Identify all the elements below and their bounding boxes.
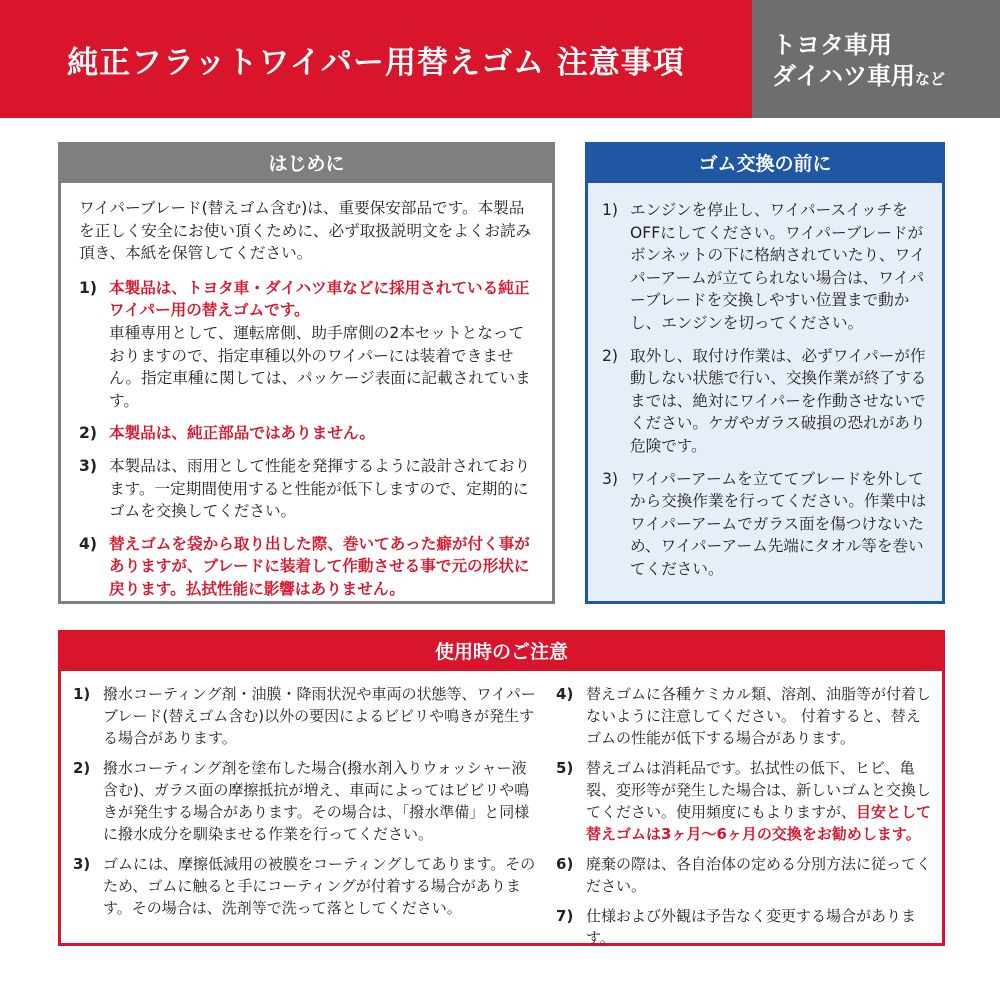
usage-item-6 xyxy=(556,853,932,897)
item-number: 3) xyxy=(73,855,91,873)
usage-right-column xyxy=(556,683,932,957)
intro-heading: はじめに xyxy=(61,145,552,183)
usage-cautions-section xyxy=(58,630,945,946)
before-body xyxy=(588,183,942,581)
intro-body xyxy=(61,183,552,601)
usage-item-5 xyxy=(556,757,932,845)
item-number: 2) xyxy=(602,346,619,365)
item-number: 7) xyxy=(556,907,574,925)
item-number: 4) xyxy=(79,534,97,553)
before-heading: ゴム交換の前に xyxy=(588,145,942,183)
item-detail: 本製品は、雨用として性能を発揮するように設計されております。一定期間使用すると性能が低下しますので、定期的にゴムを交換してください。 xyxy=(109,456,531,521)
item-text: 替えゴムに各種ケミカル類、溶剤、油脂等が付着しないように注意してください。 付着すると、替えゴムの性能が低下する場合があります。 xyxy=(586,685,932,747)
item-number: 3) xyxy=(79,456,97,475)
vehicle-label-daihatsu-text: ダイハツ車用 xyxy=(772,62,916,90)
before-item-2 xyxy=(602,345,928,458)
item-emphasis: 本製品は、トヨタ車・ダイハツ車などに採用されている純正ワイパー用の替えゴムです。 xyxy=(109,278,530,320)
item-number: 4) xyxy=(556,685,574,703)
item-text: ゴムには、摩擦低減用の被膜をコーティングしてあります。そのため、ゴムに触ると手にコーティングが付着する場合があります。その場合は、洗剤等で洗って落としてください。 xyxy=(103,855,536,917)
item-number: 2) xyxy=(79,424,97,443)
before-replacement-section xyxy=(585,142,945,604)
item-number: 2) xyxy=(73,759,91,777)
intro-paragraph: ワイパーブレード(替えゴム含む)は、重要保安部品です。本製品を正しく安全にお使い頂くために、必ず取扱説明文をよくお読み頂き、本紙を保管してください。 xyxy=(79,199,532,263)
item-text: 廃棄の際は、各自治体の定める分別方法に従ってください。 xyxy=(586,855,932,895)
item-text: ワイパーアームを立ててブレードを外してから交換作業を行ってください。作業中はワイパーアームでガラス面を傷つけないため、ワイパーアーム先端にタオル等を巻いてください。 xyxy=(630,469,927,578)
item-detail: 替えゴムは消耗品です。払拭性の低下、ヒビ、亀裂、変形等が発生した場合は、新しいゴムと交換してください。使用頻度にもよりますが、 xyxy=(586,759,932,821)
item-number: 6) xyxy=(556,855,574,873)
intro-item-3 xyxy=(79,455,538,523)
item-text xyxy=(586,757,932,845)
item-text: 取外し、取付け作業は、必ずワイパーが作動しない状態で行い、交換作業が終了するまでは、絶対にワイパーを作動させないでください。ケガやガラス破損の恐れがあり危険です。 xyxy=(630,346,927,455)
usage-item-4 xyxy=(556,683,932,749)
item-number: 3) xyxy=(602,469,619,488)
item-emphasis: 目安として替えゴムは3ヶ月〜6ヶ月の交換をお勧めします。 xyxy=(586,803,932,843)
item-emphasis: 替えゴムを袋から取り出した際、巻いてあった癖が付く事がありますが、ブレードに装着して作動させる事で元の形状に戻ります。払拭性能に影響はありません。 xyxy=(109,534,530,598)
item-text: 撥水コーティング剤を塗布した場合(撥水剤入りウォッシャー液含む)、ガラス面の摩擦抵抗が増え、車両によってはビビリや鳴きが発生する場合があります。その場合は、「撥水準備」と同様に撥水成分を馴染ませる作業を行ってください。 xyxy=(103,759,530,843)
intro-item-1 xyxy=(79,277,538,413)
usage-item-7 xyxy=(556,905,932,949)
usage-heading: 使用時のご注意 xyxy=(61,633,942,671)
usage-body xyxy=(61,671,942,957)
item-text: 撥水コーティング剤・油膜・降雨状況や車両の状態等、ワイパーブレード(替えゴム含む)以外の要因によるビビリや鳴きが発生する場合があります。 xyxy=(103,685,536,747)
item-number: 1) xyxy=(73,685,91,703)
usage-item-1 xyxy=(73,683,538,749)
before-item-1 xyxy=(602,199,928,335)
item-text: エンジンを停止し、ワイパースイッチをOFFにしてください。ワイパーブレードがボンネットの下に格納されていたり、ワイパーアームが立てられない場合は、ワイパーブレードを交換しやすい位置まで動かし、エンジンを切ってください。 xyxy=(630,201,926,332)
item-emphasis: 本製品は、純正部品ではありません。 xyxy=(109,424,376,443)
intro-item-4 xyxy=(79,533,538,601)
intro-section xyxy=(58,142,555,604)
item-number: 1) xyxy=(602,201,619,219)
page-title: 純正フラットワイパー用替えゴム 注意事項 xyxy=(67,44,685,81)
item-text xyxy=(109,422,538,445)
vehicle-label-toyota: トヨタ車用 xyxy=(772,31,892,59)
vehicle-label-daihatsu xyxy=(772,61,1000,95)
item-number: 5) xyxy=(556,759,574,777)
usage-item-2 xyxy=(73,757,538,845)
usage-left-column xyxy=(73,683,538,957)
before-item-3 xyxy=(602,468,928,581)
item-text xyxy=(109,277,538,413)
usage-item-3 xyxy=(73,853,538,919)
intro-item-2 xyxy=(79,422,538,445)
item-text: 仕様および外観は予告なく変更する場合があります。 xyxy=(586,907,917,947)
vehicle-label-suffix: など xyxy=(915,70,946,88)
header-banner xyxy=(0,0,752,118)
item-number: 1) xyxy=(79,278,97,297)
vehicle-label xyxy=(752,0,1000,118)
item-detail: 車種専用として、運転席側、助手席側の2本セットとなっておりますので、指定車種以外のワイパーには装着できません。指定車種に関しては、パッケージ表面に記載されています。 xyxy=(109,323,531,410)
